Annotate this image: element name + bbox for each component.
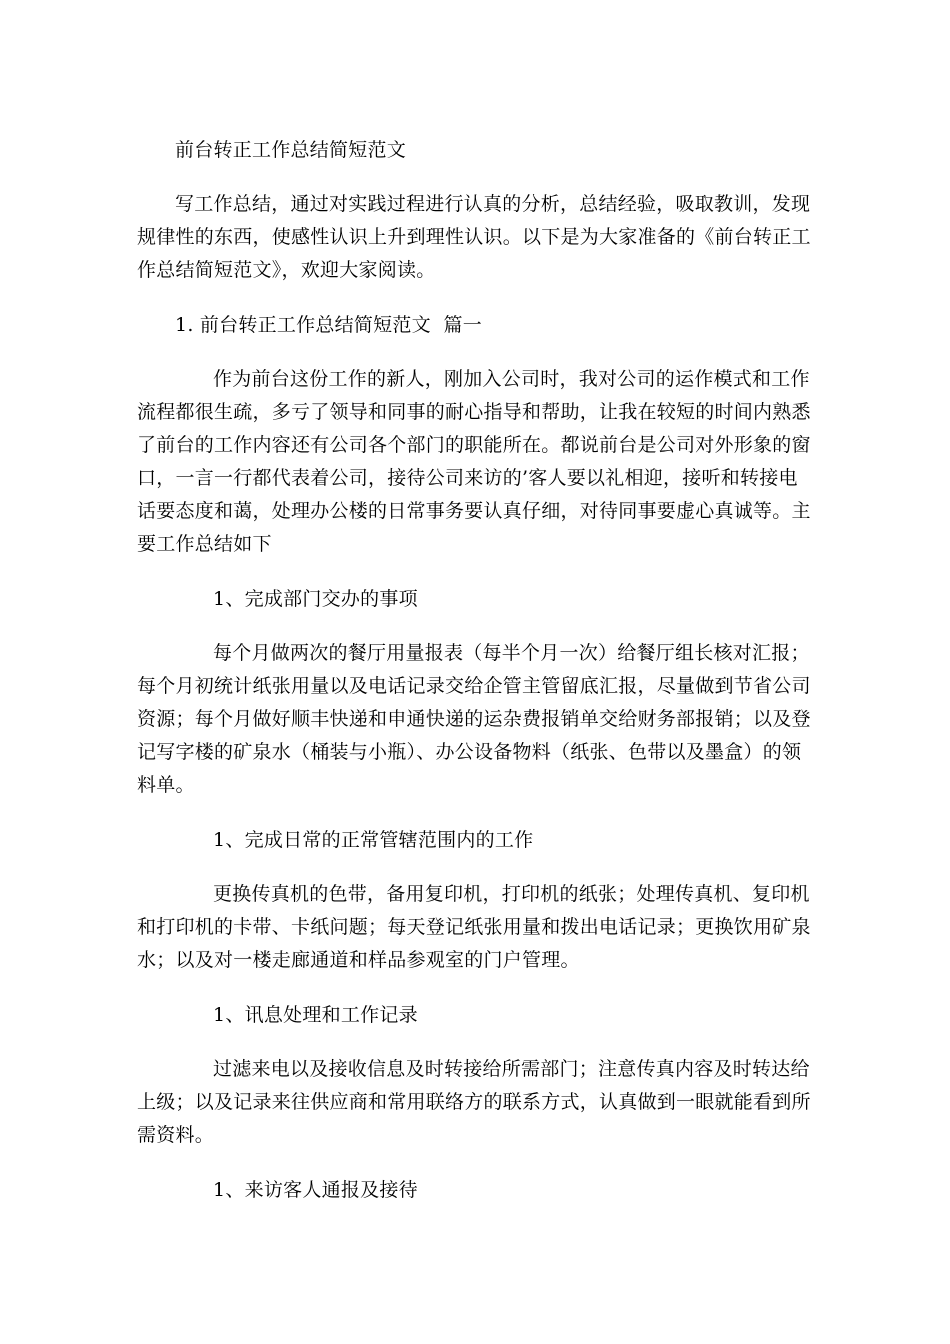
section-body-paragraph [137, 637, 850, 802]
paragraph-line: 上级；以及记录来往供应商和常用联络方的联系方式，认真做到一眼就能看到所 [137, 1091, 811, 1113]
paragraph-line: 话要态度和蔼，处理办公楼的日常事务要认真仔细，对待同事要虚心真诚等。主 [137, 500, 811, 522]
article-intro-paragraph [137, 363, 850, 561]
section-heading: 1、完成部门交办的事项 [213, 587, 418, 610]
intro-paragraph [137, 188, 850, 287]
paragraph-line: 作为前台这份工作的新人，刚加入公司时，我对公司的运作模式和工作 [213, 368, 810, 390]
section-body-paragraph [137, 878, 850, 977]
document-title-block [137, 134, 850, 167]
paragraph-line: 每个月初统计纸张用量以及电话记录交给企管主管留底汇报，尽量做到节省公司 [137, 675, 811, 697]
paragraph-line: 记写字楼的矿泉水（桶装与小瓶）、办公设备物料（纸张、色带以及墨盒）的领 [137, 741, 802, 763]
paragraph-line: 了前台的工作内容还有公司各个部门的职能所在。都说前台是公司对外形象的窗 [137, 434, 811, 456]
document-title: 前台转正工作总结简短范文 [175, 138, 407, 161]
paragraph-line: 更换传真机的色带，备用复印机，打印机的纸张；处理传真机、复印机 [213, 883, 810, 905]
paragraph-line: 料单。 [137, 774, 195, 796]
section-body-paragraph [137, 1053, 850, 1152]
section-heading-block [137, 999, 850, 1032]
section-heading-block [137, 824, 850, 857]
paragraph-line: 需资料。 [137, 1124, 215, 1146]
paragraph-line: 资源；每个月做好顺丰快递和申通快递的运杂费报销单交给财务部报销；以及登 [137, 708, 811, 730]
paragraph-line: 口，一言一行都代表着公司，接待公司来访的’客人要以礼相迎，接听和转接电 [137, 467, 798, 489]
paragraph-line: 每个月做两次的餐厅用量报表（每半个月一次）给餐厅组长核对汇报； [213, 642, 810, 664]
paragraph-line: 作总结简短范文》，欢迎大家阅读。 [137, 259, 436, 281]
section-heading: 1、讯息处理和工作记录 [213, 1003, 418, 1026]
paragraph-line: 要工作总结如下 [137, 533, 272, 555]
article-heading-block [137, 309, 850, 342]
article-heading: 1. 前台转正工作总结简短范文 篇一 [175, 313, 482, 336]
section-heading-block [137, 1174, 850, 1207]
section-heading-block [137, 583, 850, 616]
paragraph-line: 写工作总结，通过对实践过程进行认真的分析，总结经验，吸取教训，发现 [175, 193, 811, 215]
paragraph-line: 和打印机的卡带、卡纸问题；每天登记纸张用量和拨出电话记录；更换饮用矿泉 [137, 916, 811, 938]
paragraph-line: 规律性的东西，使感性认识上升到理性认识。以下是为大家准备的《前台转正工 [137, 226, 811, 248]
section-heading: 1、完成日常的正常管辖范围内的工作 [213, 828, 534, 851]
paragraph-line: 水；以及对一楼走廊通道和样品参观室的门户管理。 [137, 949, 580, 971]
section-heading: 1、来访客人通报及接待 [213, 1178, 418, 1201]
paragraph-line: 流程都很生疏，多亏了领导和同事的耐心指导和帮助，让我在较短的时间内熟悉 [137, 401, 811, 423]
paragraph-line: 过滤来电以及接收信息及时转接给所需部门；注意传真内容及时转达给 [213, 1058, 810, 1080]
